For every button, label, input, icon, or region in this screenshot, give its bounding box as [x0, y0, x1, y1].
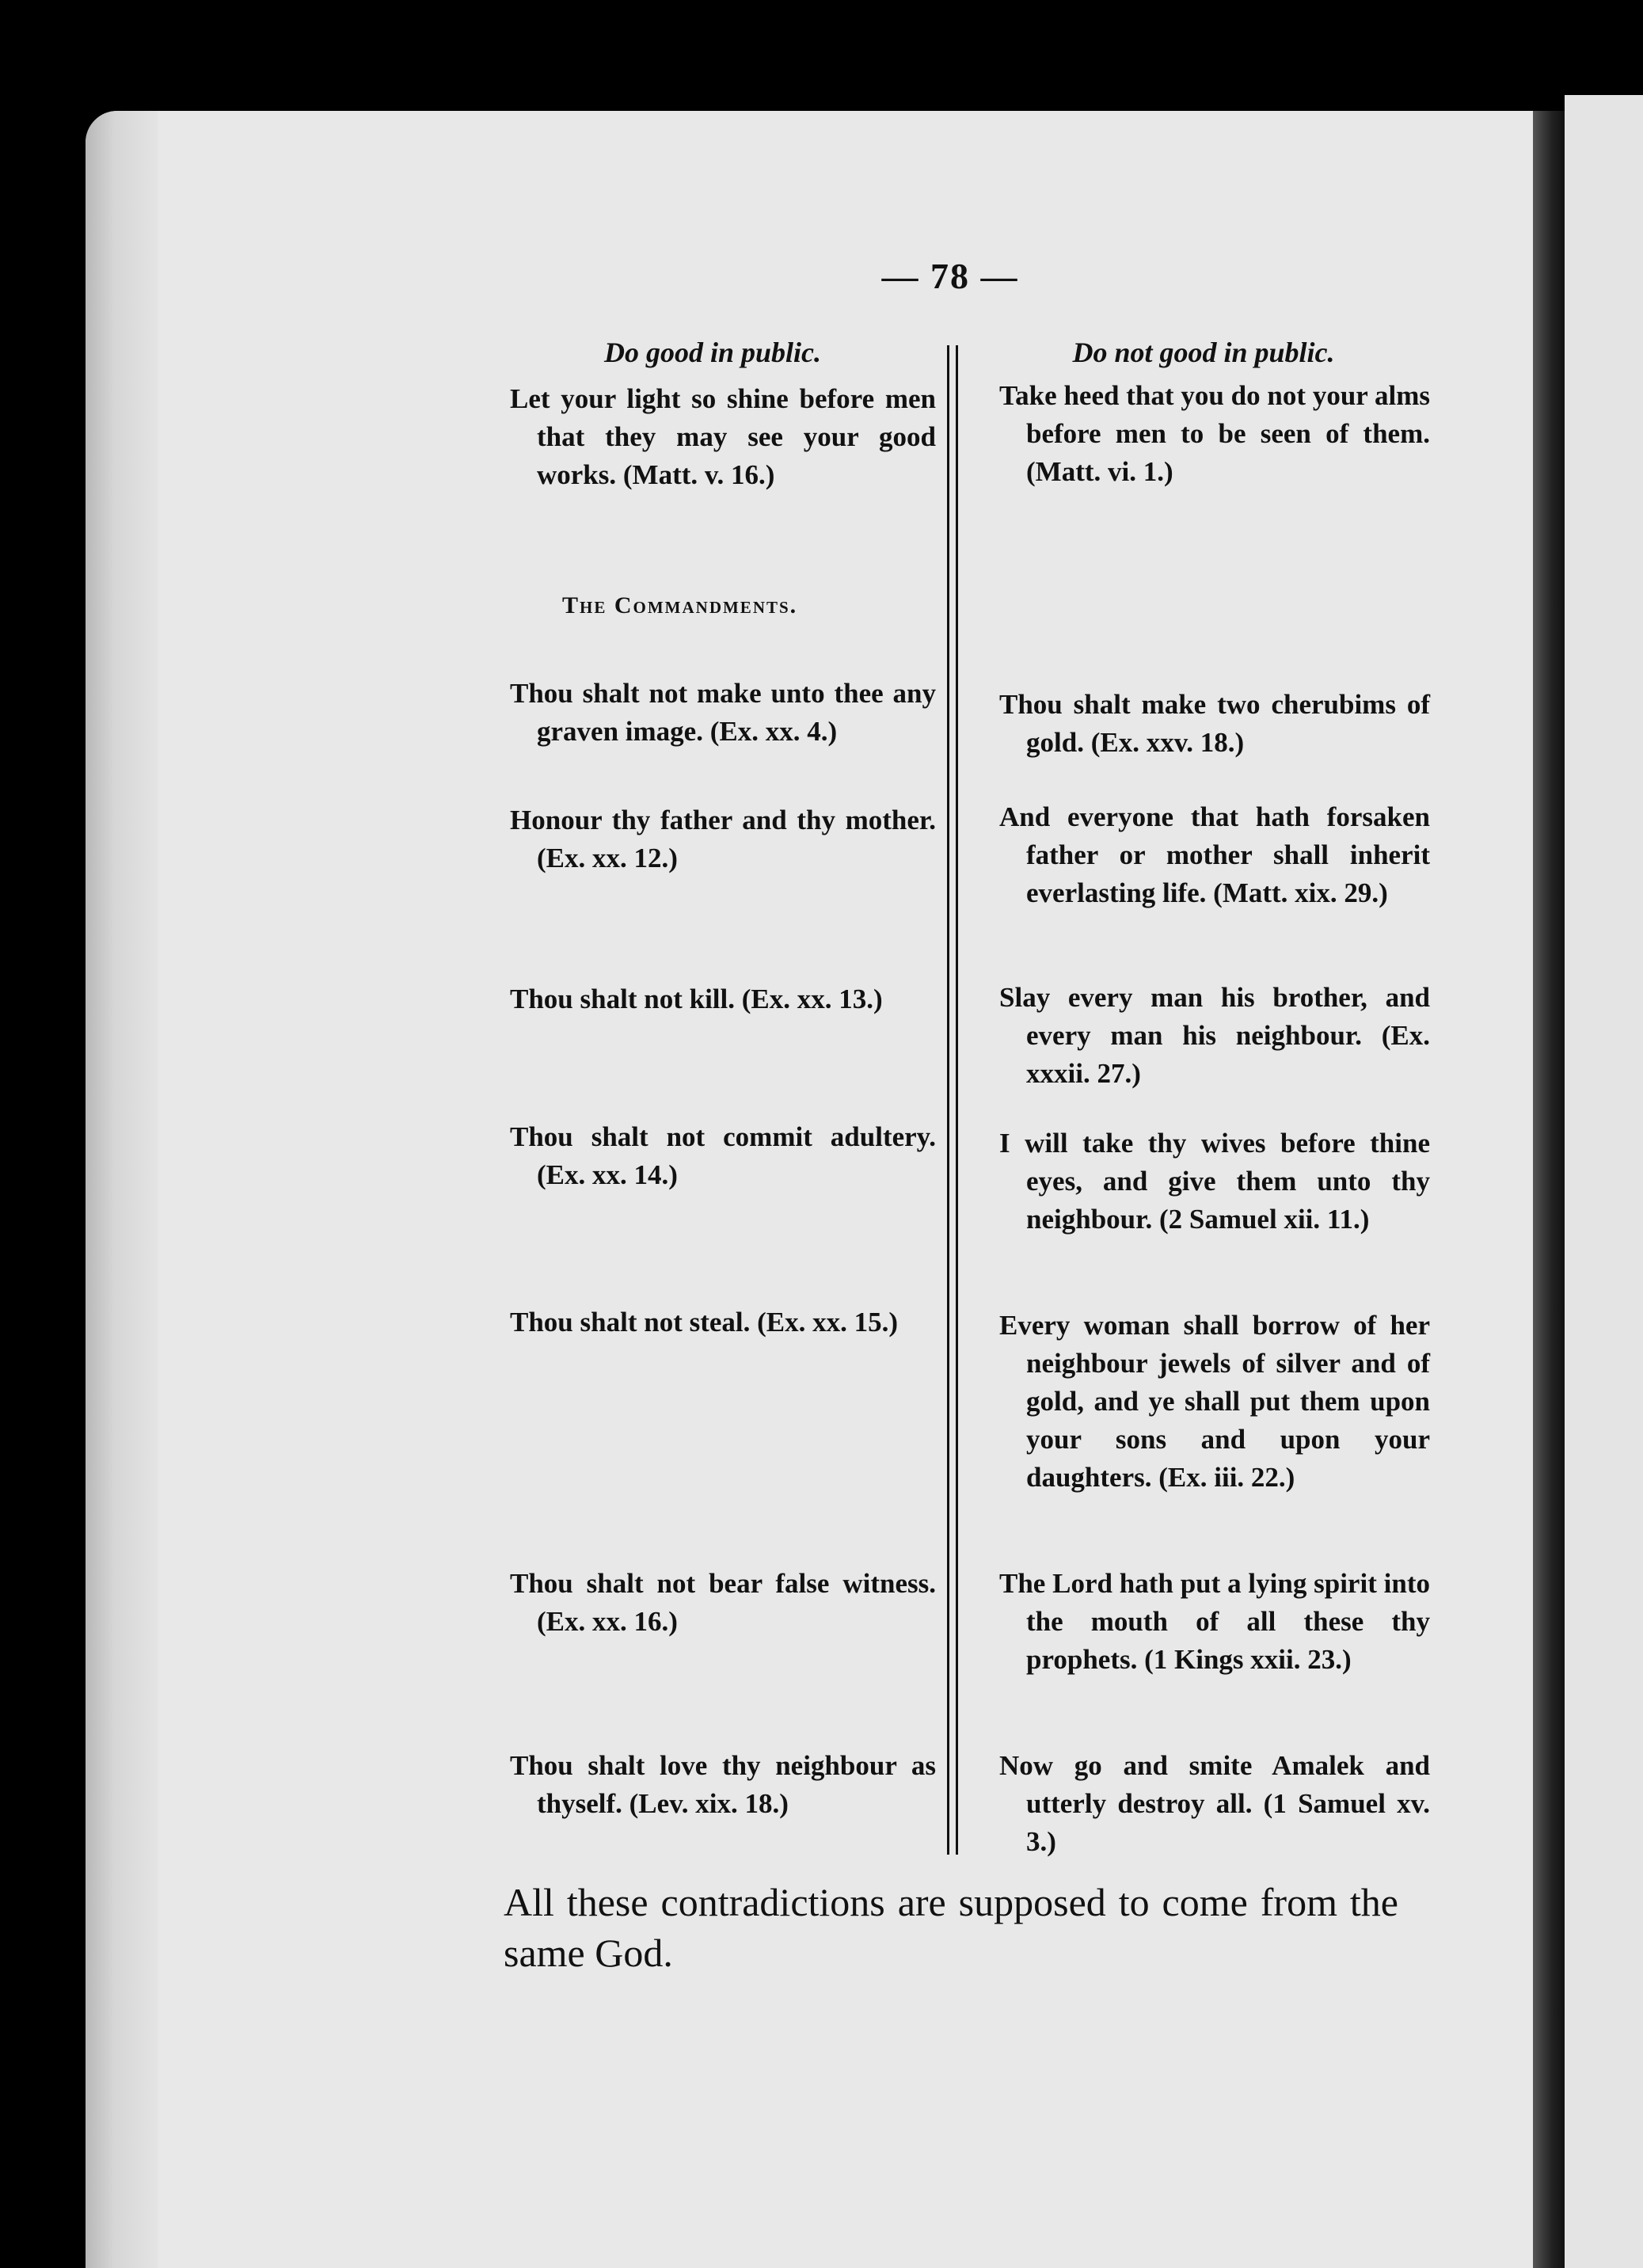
left-verse-1: Let your light so shine before men that they may see your good works. (Matt. v. 16.)	[510, 383, 936, 490]
right-verse-1: Take heed that you do not your alms before men to be seen of them. (Matt. vi. 1.)	[999, 380, 1430, 487]
right-verse-8: Now go and smite Amalek and utterly destroy all. (1 Samuel xv. 3.)	[999, 1750, 1430, 1857]
left-verse-6: Thou shalt not steal. (Ex. xx. 15.)	[510, 1307, 899, 1338]
book-spine	[1533, 111, 1565, 2268]
page-number: — 78 —	[881, 256, 1019, 296]
left-verse-8: Thou shalt love thy neighbour as thyself. (Lev. xix. 18.)	[510, 1750, 936, 1819]
right-verse-2: Thou shalt make two cherubims of gold. (Ex. xxv. 18.)	[999, 689, 1430, 758]
right-verse-6: Every woman shall borrow of her neighbour jewels of silver and of gold, and ye shall put them upon your sons and upon your daughters. (Ex. iii. 22.)	[999, 1310, 1430, 1493]
column-divider	[947, 345, 958, 1855]
right-column-heading: Do not good in public.	[1072, 337, 1335, 368]
left-verse-4: Thou shalt not kill. (Ex. xx. 13.)	[510, 984, 883, 1014]
left-verse-2: Thou shalt not make unto thee any graven image. (Ex. xx. 4.)	[510, 678, 936, 747]
left-column-heading: Do good in public.	[603, 337, 822, 368]
facing-page-edge	[1565, 95, 1643, 2268]
page-gutter	[86, 111, 158, 2268]
left-verse-5: Thou shalt not commit adultery. (Ex. xx. 14.)	[510, 1121, 936, 1190]
section-title: The Commandments.	[562, 592, 798, 618]
right-verse-7: The Lord hath put a lying spirit into the mouth of all these thy prophets. (1 Kings xxii. 23.)	[999, 1568, 1430, 1675]
conclusion-text: All these contradictions are supposed to come from the same God.	[504, 1880, 1398, 1975]
right-verse-4: Slay every man his brother, and every man his neighbour. (Ex. xxxii. 27.)	[999, 982, 1430, 1089]
right-verse-5: I will take thy wives before thine eyes, and give them unto thy neighbour. (2 Samuel xii. 11.)	[999, 1128, 1430, 1235]
left-verse-3: Honour thy father and thy mother. (Ex. xx. 12.)	[510, 805, 936, 873]
right-verse-3: And everyone that hath forsaken father or mother shall inherit everlasting life. (Matt. xix. 29.)	[999, 801, 1430, 908]
left-verse-7: Thou shalt not bear false witness. (Ex. xx. 16.)	[510, 1568, 936, 1637]
